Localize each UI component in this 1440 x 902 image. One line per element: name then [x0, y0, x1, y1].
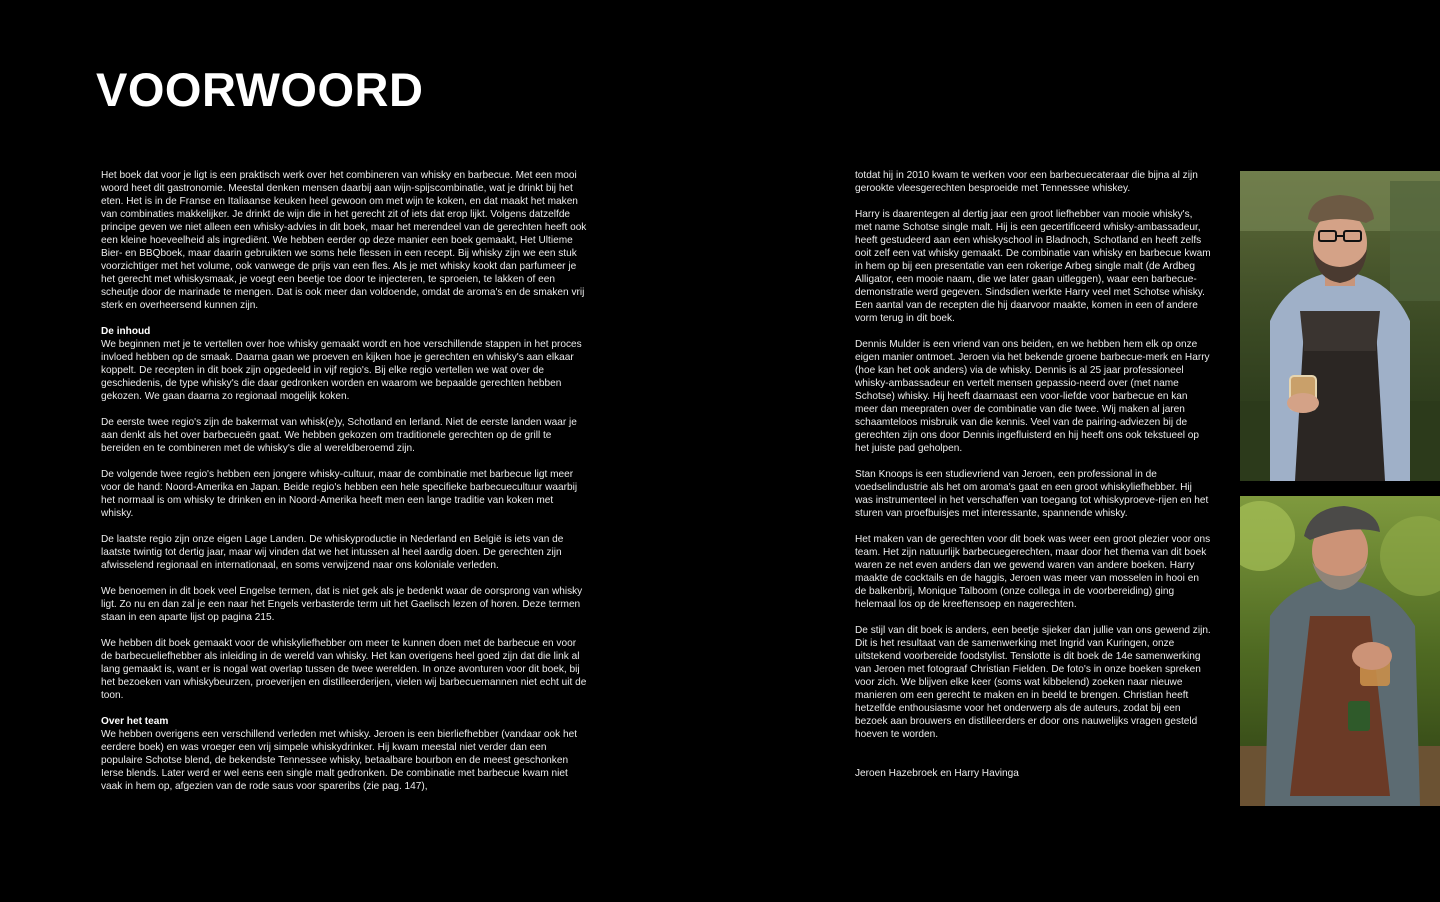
right-text-column — [855, 169, 1211, 793]
team-paragraph-harry: Harry is daarentegen al dertig jaar een groot liefhebber van mooie whisky's, met name Schotse single malt. Hij is een gecertificeerd whisky-ambassadeur, heeft gestudeerd aan een whiskyschool in Bladnoch, Schotland en heeft zelfs ooit zelf een vat whisky gemaakt. De combinatie van whisky en barbecue kwam in hem op bij een presentatie van een rokerige Arbeg single malt (de Ardbeg Alligator, een mooie naam, die we later gaan uitleggen), waar een barbecue-demonstratie werd gegeven. Sindsdien werkte Harry veel met Schotse whisky. Een aantal van de recepten die hij daarvoor maakte, komen in een of andere vorm terug in dit boek. — [855, 209, 1211, 324]
team-paragraph-dennis: Dennis Mulder is een vriend van ons beiden, en we hebben hem elk op onze eigen manier ontmoet. Jeroen via het bekende groene barbecue-merk en Harry (hoe kan het ook anders) via de whisky. Dennis is al 25 jaar professioneel whisky-ambassadeur en vertelt mensen gepassio-neerd over (met name Schotse) whisky. Hij heeft daarnaast een voor-liefde voor barbecue en kan meer dan meepraten over de combinatie van die twee. Wij maken al jaren schaamteloos misbruik van die kennis. Veel van de pairing-adviezen bij de gerechten zijn ons door Dennis ingefluisterd en hij heeft ons ook tekstueel op het juiste pad geholpen. — [855, 339, 1210, 454]
page-title: VOORWOORD — [96, 63, 424, 116]
left-text-column — [101, 169, 587, 806]
inhoud-paragraph-5: We benoemen in dit boek veel Engelse termen, dat is niet gek als je bedenkt waar de oorsprong van whisky ligt. Zo nu en dan zal je een naar het Engels verbasterde term uit het Gaelisch lezen of horen. Deze termen staan in een aparte lijst op pagina 215. — [101, 586, 583, 623]
portrait-photo-cap-glass — [1240, 496, 1440, 806]
inhoud-paragraph-1: We beginnen met je te vertellen over hoe whisky gemaakt wordt en hoe verschillende stappen in het proces invloed hebben op de smaak. Daarna gaan we proeven en kijken hoe je gerechten en whisky's aan elkaar koppelt. De recepten in dit boek zijn opgedeeld in vijf regio's. Bij elke regio vertellen we wat over de geschiedenis, de type whisky's die daar gedronken worden en waarom we bepaalde gerechten hebben gekozen. We gaan daarna zo regionaal mogelijk koken. — [101, 339, 582, 402]
portrait-photo-apron-glass — [1240, 171, 1440, 481]
inhoud-paragraph-2: De eerste twee regio's zijn de bakermat van whisk(e)y, Schotland en Ierland. Niet de eerste landen waar je aan denkt als het over barbecueën gaat. We hebben gekozen om traditionele gerechten op de grill te bereiden en te combineren met de whisky's die al wereldberoemd zijn. — [101, 417, 577, 454]
inhoud-paragraph-6: We hebben dit boek gemaakt voor de whiskyliefhebber om meer te kunnen doen met de barbecue en voor de barbecueliefhebber als inleiding in de wereld van whisky. Het kan overigens heel goed zijn dat die link al lang gemaakt is, want er is nogal wat overlap tussen de twee werelden. In onze avonturen voor dit boek, bij het bezoeken van whiskybeurzen, proeverijen en distilleerderijen, vielen wij barbecuemannen niet echt uit de toon. — [101, 638, 587, 701]
signature: Jeroen Hazebroek en Harry Havinga — [855, 768, 1019, 779]
team-paragraph-1: We hebben overigens een verschillend verleden met whisky. Jeroen is een bierliefhebber (vandaar ook het eerdere boek) en was vroeger een vrij simpele whiskydrinker. Hij kwam meestal niet verder dan een populaire Schotse blend, de bekendste Tennessee whisky, betaalbare bourbon en de meest geschonken Ierse blends. Later werd er wel eens een single malt gedronken. De combinatie met barbecue kwam niet vaak in hem op, afgezien van de rode saus voor spareribs (zie pag. 147), — [101, 729, 577, 792]
inhoud-paragraph-4: De laatste regio zijn onze eigen Lage Landen. De whiskyproductie in Nederland en België is iets van de laatste twintig tot dertig jaar, maar wij vinden dat we het intussen al heel aardig doen. De gerechten zijn afwisselend regionaal en internationaal, en soms verwijzend naar ons koloniale verleden. — [101, 534, 564, 571]
portrait-photo-cap-glass-icon — [1240, 496, 1440, 806]
team-paragraph-2: totdat hij in 2010 kwam te werken voor een barbecuecateraar die bijna al zijn gerookte vleesgerechten besproeide met Tennessee whiskey. — [855, 170, 1198, 194]
intro-paragraph: Het boek dat voor je ligt is een praktisch werk over het combineren van whisky en barbecue. Met een mooi woord heet dit gastronomie. Meestal denken mensen daarbij aan wijn-spijscombinatie, wat je drinkt bij het eten. Het is in de Franse en Italiaanse keuken heel gewoon om met wijn te koken, en dat maakt het maken van combinaties makkelijker. Je drinkt de wijn die in het gerecht zit of iets dat erop lijkt. Volgens datzelfde principe geven we niet alleen een whisky-advies in dit boek, maar het merendeel van de gerechten heeft ook een kleine hoeveelheid als ingrediënt. We hebben eerder op deze manier een boek gemaakt, Het Ultieme Bier- en BBQboek, maar daarin gebruikten we soms hele flessen in een recept. Bij whisky zijn we een stuk voorzichtiger met het volume, ook vanwege de prijs van een fles. Als je met whisky kookt dan parfumeer je het gerecht met whiskysmaak, je voegt een beetje toe door te injecteren, te sproeien, te lakken of een scheutje door de marinade te mengen. Dat is ook meer dan voldoende, omdat de aroma's en de smaken vrij sterk en overheersend kunnen zijn. — [101, 170, 587, 311]
team-paragraph-gerechten: Het maken van de gerechten voor dit boek was weer een groot plezier voor ons team. Het zijn natuurlijk barbecuegerechten, maar door het thema van dit boek waren ze net even anders dan we gewend waren van andere boeken. Harry maakte de cocktails en de haggis, Jeroen was meer van mosselen in hooi en de balkenbrij, Monique Talboom (onze collega in de voorbereiding) ging helemaal los op de kreeftensoep en nagerechten. — [855, 534, 1211, 610]
team-paragraph-stijl: De stijl van dit boek is anders, een beetje sjieker dan jullie van ons gewend zijn. Dit is het resultaat van de samenwerking met Ingrid van Kuringen, onze uitstekend voorbereide foodstylist. Tenslotte is dit boek de 14e samenwerking van Jeroen met fotograaf Christian Fielden. De foto's in onze boeken spreken voor zich. We blijven elke keer (soms wat kibbelend) zoeken naar nieuwe manieren om een gerecht te maken en in beeld te brengen. Christian heeft hetzelfde enthousiasme voor het onderwerp als de auteurs, zodat bij een bezoek aan brouwers en distilleerders er door ons nauwelijks vragen gesteld hoeven te worden. — [855, 625, 1211, 740]
portrait-photo-apron-glass-icon — [1240, 171, 1440, 481]
team-paragraph-stan: Stan Knoops is een studievriend van Jeroen, een professional in de voedselindustrie als het om aroma's gaat en een groot whiskyliefhebber. Hij was instrumenteel in het verschaffen van toegang tot whiskyproeve-rijen en het sturen van proefbuisjes met interessante, spannende whisky. — [855, 469, 1209, 519]
section-heading-inhoud: De inhoud — [101, 326, 151, 337]
section-heading-team: Over het team — [101, 716, 169, 727]
inhoud-paragraph-3: De volgende twee regio's hebben een jongere whisky-cultuur, maar de combinatie met barbecue ligt meer voor de hand: Noord-Amerika en Japan. Beide regio's hebben een hele specifieke barbecuecultuur waarbij het normaal is om whisky te drinken en in Noord-Amerika heeft men een lange traditie van koken met whisky. — [101, 469, 578, 519]
